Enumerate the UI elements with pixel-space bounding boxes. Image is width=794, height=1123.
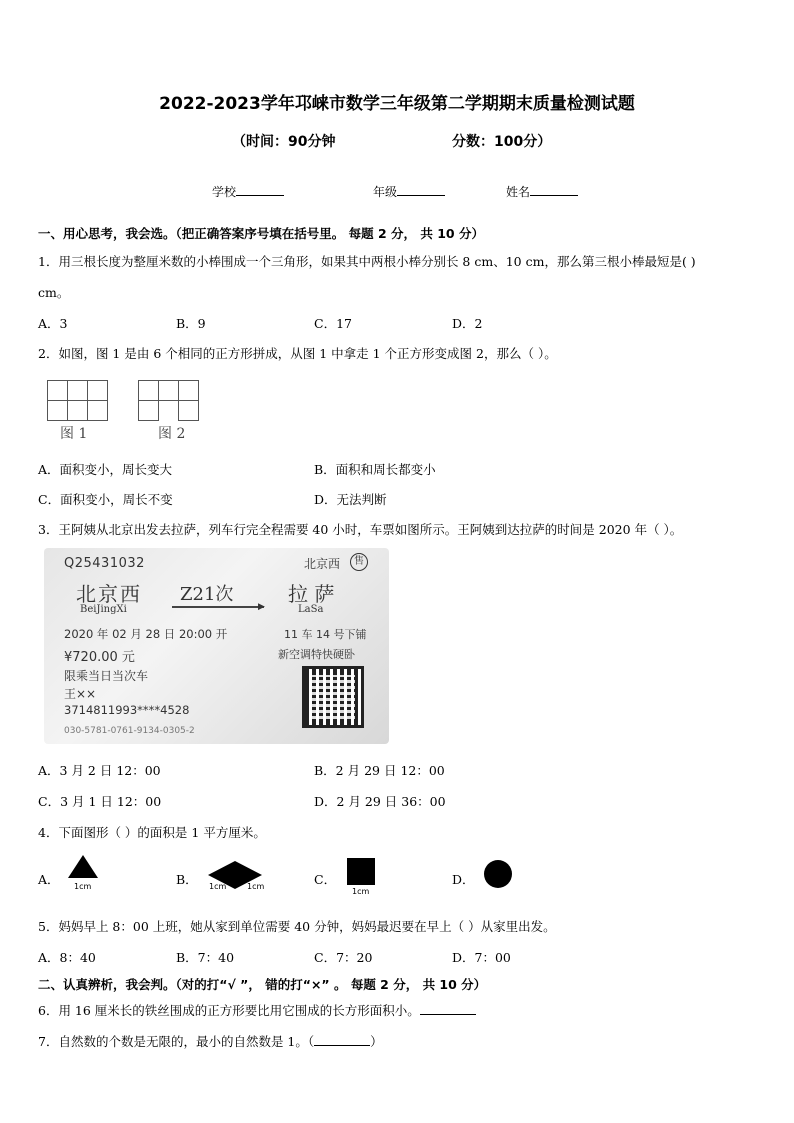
figure-2-label: 图 2: [158, 426, 186, 442]
q5-option-a[interactable]: A．8：40: [38, 950, 96, 965]
q4-text: 4．下面图形（ ）的面积是 1 平方厘米。: [38, 825, 266, 840]
square-icon: [347, 858, 375, 885]
grade-blank[interactable]: [397, 183, 445, 196]
q4-option-d[interactable]: D．: [452, 872, 475, 887]
school-field: [212, 183, 284, 200]
q5-option-b[interactable]: B．7：40: [176, 950, 235, 965]
ticket-to-pinyin: LaSa: [298, 604, 324, 615]
qr-code-icon: [302, 666, 364, 728]
ticket-bottom-code: 030-5781-0761-9134-0305-2: [64, 726, 195, 736]
ticket-from: 北京西: [76, 582, 142, 606]
ticket-from-pinyin: BeiJingXi: [80, 604, 127, 615]
circle-icon: [484, 860, 512, 888]
q2-option-d[interactable]: D．无法判断: [314, 492, 387, 507]
fig2-square: [178, 400, 199, 421]
fig1-square: [87, 400, 108, 421]
ticket-serial: Q25431032: [64, 556, 145, 571]
fig1-square: [87, 380, 108, 401]
q5-option-c[interactable]: C．7：20: [314, 950, 373, 965]
figure-1-grid: [47, 380, 109, 420]
ticket-datetime: 2020 年 02 月 28 日 20:00 开: [64, 627, 228, 641]
q2-text: 2．如图，图 1 是由 6 个相同的正方形拼成，从图 1 中拿走 1 个正方形变成图 2，那么（ ）。: [38, 346, 557, 361]
ticket-car-type: 新空调特快硬卧: [278, 648, 355, 661]
q4-option-a[interactable]: A．: [38, 872, 60, 887]
grade-label: 年级: [373, 185, 398, 199]
q1-option-a[interactable]: A．3: [38, 316, 68, 331]
fig2-square: [138, 400, 159, 421]
grade-field: [373, 183, 445, 200]
fig1-square: [67, 400, 88, 421]
q7-item: [38, 1032, 383, 1050]
q1-option-c[interactable]: C．17: [314, 316, 352, 331]
triangle-unit-label: 1cm: [74, 882, 92, 891]
q7-answer-blank[interactable]: [314, 1033, 370, 1046]
page-title: 2022-2023学年邛崃市数学三年级第二学期期末质量检测试题: [159, 94, 635, 114]
fig2-square: [138, 380, 159, 401]
section1-heading: 一、用心思考，我会选。（把正确答案序号填在括号里。 每题 2 分， 共 10 分）: [38, 226, 484, 241]
ticket-id-number: 3714811993****4528: [64, 703, 190, 717]
q3-option-c[interactable]: C．3 月 1 日 12：00: [38, 794, 162, 809]
fig2-square: [178, 380, 199, 401]
fig2-square: [158, 380, 179, 401]
exam-score: 分数：100分）: [452, 134, 552, 150]
q3-option-d[interactable]: D．2 月 29 日 36：00: [314, 794, 446, 809]
train-ticket: [44, 548, 389, 744]
ticket-arrow: [172, 606, 264, 608]
ticket-station-tag: 北京西: [304, 557, 341, 571]
rhombus-unit-label-2: 1cm: [247, 882, 265, 891]
triangle-icon: [66, 854, 100, 880]
name-field: [506, 183, 578, 200]
q3-option-a[interactable]: A．3 月 2 日 12：00: [38, 763, 161, 778]
q7-text-end: ）: [370, 1034, 383, 1049]
q3-text: 3．王阿姨从北京出发去拉萨，列车行完全程需要 40 小时，车票如图所示。王阿姨到达拉萨的时间是 2020 年（ ）。: [38, 522, 683, 537]
q1-text-cont: cm。: [38, 285, 70, 300]
q5-option-d[interactable]: D．7：00: [452, 950, 511, 965]
fig1-square: [47, 380, 68, 401]
q1-text: 1．用三根长度为整厘米数的小棒围成一个三角形，如果其中两根小棒分别长 8 cm、10 cm，那么第三根小棒最短是( ): [38, 254, 696, 269]
q1-option-b[interactable]: B．9: [176, 316, 206, 331]
section2-heading: 二、认真辨析，我会判。（对的打“√ ”， 错的打“×” 。 每题 2 分， 共 10 分）: [38, 977, 487, 992]
q7-text: 7．自然数的个数是无限的，最小的自然数是 1。（: [38, 1034, 315, 1049]
ticket-price: ¥720.00 元: [64, 650, 135, 665]
q6-answer-blank[interactable]: [420, 1002, 476, 1015]
name-blank[interactable]: [530, 183, 578, 196]
q4-option-c[interactable]: C．: [314, 872, 337, 887]
ticket-note: 限乘当日当次车: [64, 669, 149, 683]
rhombus-unit-label-1: 1cm: [209, 882, 227, 891]
ticket-to: 拉 萨: [288, 582, 335, 606]
ticket-passenger: 王××: [64, 687, 97, 701]
q5-text: 5．妈妈早上 8：00 上班，她从家到单位需要 40 分钟，妈妈最迟要在早上（ ）从家里出发。: [38, 919, 556, 934]
q4-option-b[interactable]: B．: [176, 872, 198, 887]
q1-option-d[interactable]: D．2: [452, 316, 483, 331]
school-blank[interactable]: [236, 183, 284, 196]
ticket-sale-mark: 售: [350, 553, 368, 571]
q2-option-c[interactable]: C．面积变小，周长不变: [38, 492, 173, 507]
q6-text: 6．用 16 厘米长的铁丝围成的正方形要比用它围成的长方形面积小。: [38, 1003, 420, 1018]
q2-option-b[interactable]: B．面积和周长都变小: [314, 462, 436, 477]
exam-time: （时间：90分钟: [232, 134, 336, 150]
ticket-seat: 11 车 14 号下铺: [284, 628, 367, 641]
square-unit-label: 1cm: [352, 887, 370, 896]
fig1-square: [67, 380, 88, 401]
q2-option-a[interactable]: A．面积变小，周长变大: [38, 462, 173, 477]
name-label: 姓名: [506, 185, 531, 199]
figure-2-grid: [138, 380, 200, 420]
fig1-square: [47, 400, 68, 421]
q3-option-b[interactable]: B．2 月 29 日 12：00: [314, 763, 445, 778]
q6-item: [38, 1001, 476, 1019]
ticket-train: Z21次: [180, 584, 234, 605]
school-label: 学校: [212, 185, 237, 199]
ticket-arrow-head: ▶: [258, 602, 265, 612]
figure-1-label: 图 1: [60, 426, 88, 442]
